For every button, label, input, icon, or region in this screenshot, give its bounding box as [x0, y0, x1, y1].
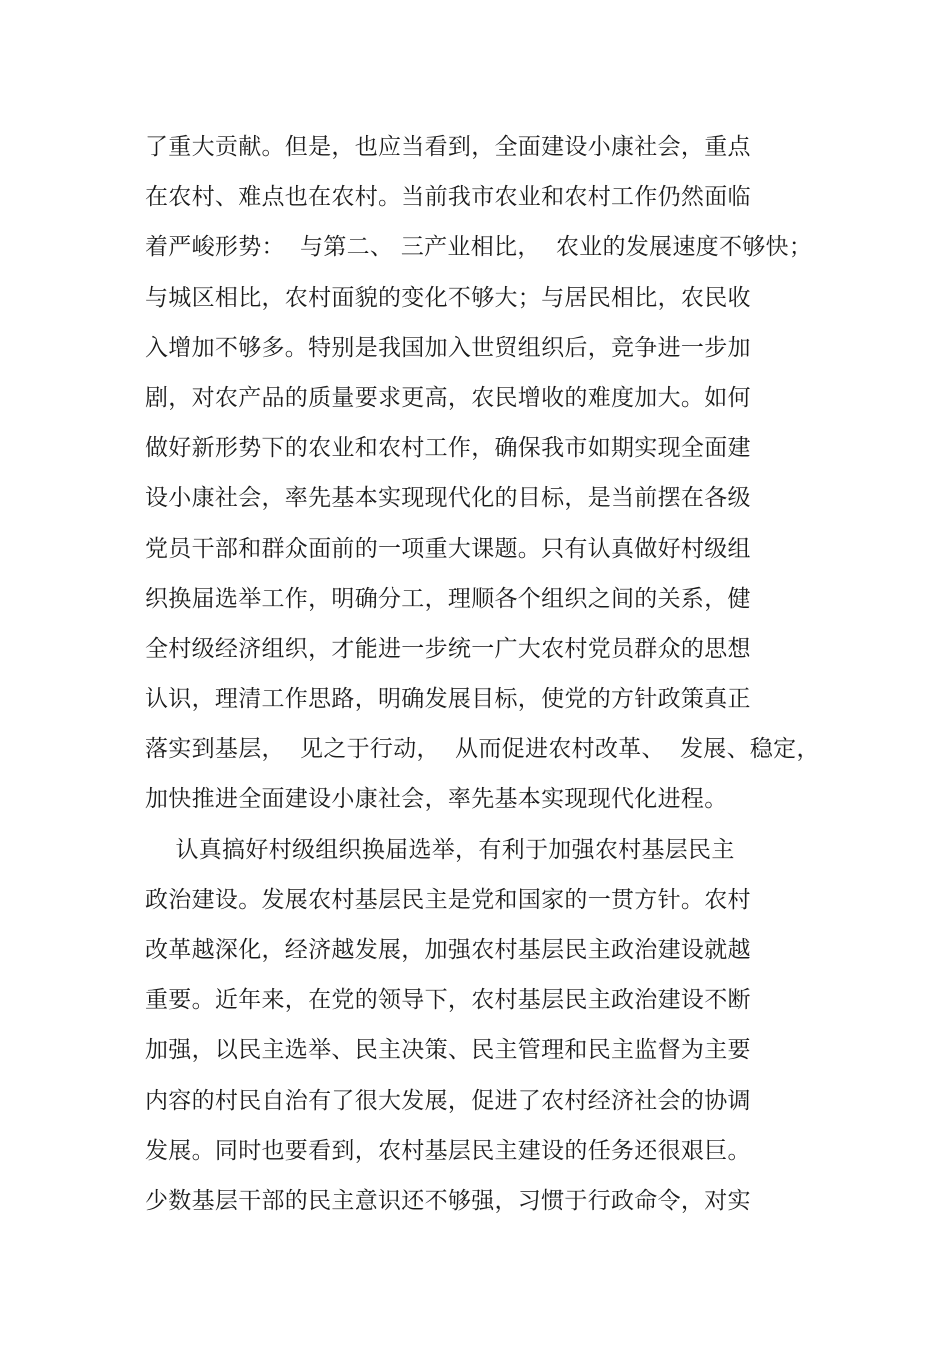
text-line: 改革越深化，经济越发展，加强农村基层民主政治建设就越: [145, 937, 751, 963]
text-line: 设小康社会，率先基本实现现代化的目标，是当前摆在各级: [145, 485, 751, 512]
text-line: 全村级经济组织，才能进一步统一广大农村党员群众的思想: [145, 635, 751, 662]
text-line: 了重大贡献。但是，也应当看到，全面建设小康社会，重点: [145, 134, 751, 160]
text-line: 落实到基层， 见之于行动， 从而促进农村改革、 发展、稳定，: [145, 736, 820, 763]
body-text: [145, 122, 845, 1226]
text-line: 少数基层干部的民主意识还不够强，习惯于行政命令，对实: [145, 1187, 751, 1214]
text-line: 加快推进全面建设小康社会，率先基本实现现代化进程。: [145, 786, 728, 813]
text-line: 入增加不够多。特别是我国加入世贸组织后，竞争进一步加: [145, 334, 751, 361]
text-line: 着严峻形势： 与第二、 三产业相比， 农业的发展速度不够快；: [145, 234, 813, 261]
text-line: 政治建设。发展农村基层民主是党和国家的一贯方针。农村: [145, 886, 751, 913]
text-line: 重要。近年来，在党的领导下，农村基层民主政治建设不断: [145, 987, 751, 1014]
text-line: 织换届选举工作，明确分工，理顺各个组织之间的关系，健: [145, 585, 751, 612]
text-line: 党员干部和群众面前的一项重大课题。只有认真做好村级组: [145, 535, 751, 562]
text-line: 发展。同时也要看到，农村基层民主建设的任务还很艰巨。: [145, 1137, 751, 1164]
text-line: 与城区相比，农村面貌的变化不够大；与居民相比，农民收: [145, 284, 751, 311]
text-line: 做好新形势下的农业和农村工作，确保我市如期实现全面建: [145, 435, 751, 462]
text-line: 内容的村民自治有了很大发展，促进了农村经济社会的协调: [145, 1087, 751, 1114]
text-line: 在农村、难点也在农村。当前我市农业和农村工作仍然面临: [145, 184, 751, 211]
text-line: 加强，以民主选举、民主决策、民主管理和民主监督为主要: [145, 1037, 751, 1064]
text-line: 剧，对农产品的质量要求更高，农民增收的难度加大。如何: [145, 384, 751, 411]
text-line: 认识，理清工作思路，明确发展目标，使党的方针政策真正: [145, 686, 751, 713]
paragraph-start-line: 认真搞好村级组织换届选举，有利于加强农村基层民主: [145, 836, 735, 863]
